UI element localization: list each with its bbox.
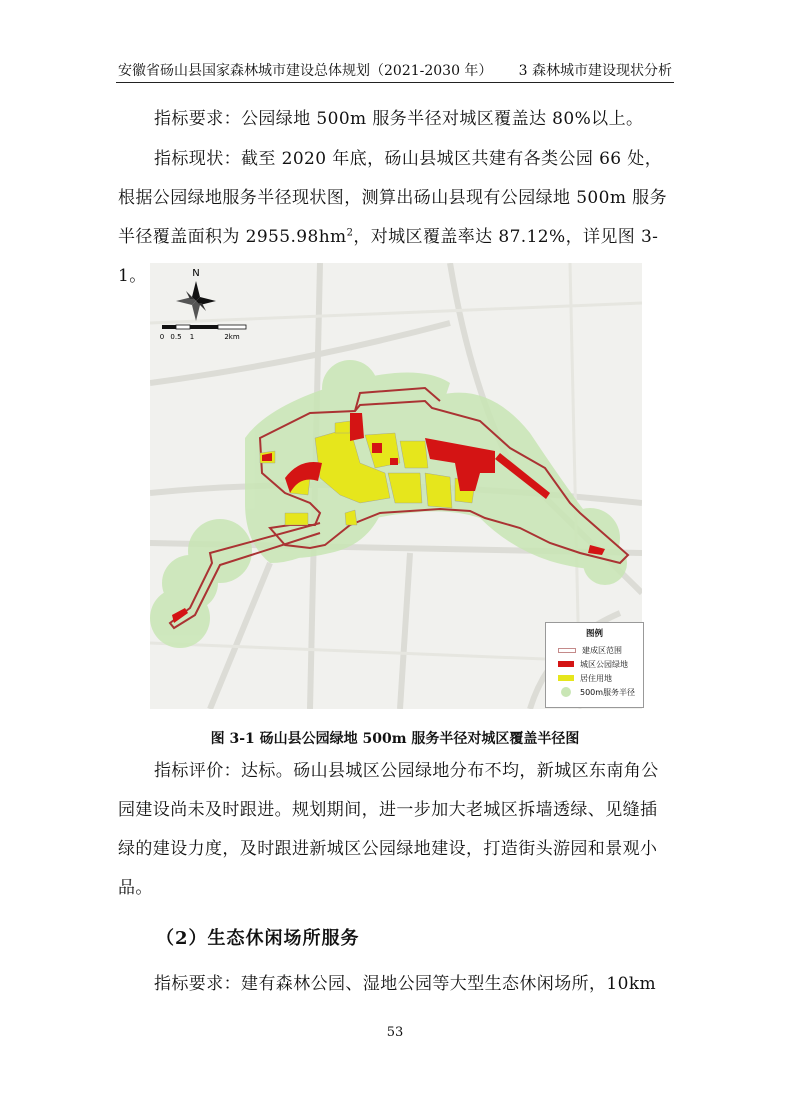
legend-label: 建成区范围 (582, 645, 622, 655)
legend-swatch (558, 675, 574, 681)
page-number: 53 (386, 1025, 404, 1040)
scale-label: 0.5 (170, 333, 182, 341)
header-title: 安徽省砀山县国家森林城市建设总体规划（2021-2030 年） (118, 63, 493, 79)
paragraph-requirement-2: 指标要求：建有森林公园、湿地公园等大型生态休闲场所，10km (154, 974, 657, 994)
section-heading: （2）生态休闲场所服务 (156, 928, 360, 949)
scale-label: 0 (159, 333, 165, 341)
figure-caption: 图 3-1 砀山县公园绿地 500m 服务半径对城区覆盖半径图 (210, 731, 580, 747)
north-arrow (176, 281, 216, 321)
legend-swatch (558, 661, 574, 667)
legend-swatch (558, 648, 576, 653)
status-superscript: 2 (346, 227, 354, 239)
legend-item (558, 659, 628, 669)
legend-title: 图例 (585, 629, 603, 639)
road (210, 563, 270, 709)
legend-swatch (561, 687, 571, 697)
legend-label: 500m服务半径 (580, 687, 636, 697)
scale-label: 1 (189, 333, 195, 341)
header-section: 3 森林城市建设现状分析 (518, 63, 672, 79)
scale-bar (162, 325, 246, 329)
legend-label: 城区公园绿地 (580, 659, 628, 669)
legend-item (558, 673, 612, 683)
status-text-b: ，对城区覆盖率达 87.12%，详见图 3-1。 (118, 227, 659, 286)
scale-label: 2km (224, 333, 240, 341)
status-text-a: 指标现状：截至 2020 年底，砀山县城区共建有各类公园 66 处，根据公园绿地服务半径现状图，测算出砀山县现有公园绿地 500m 服务半径覆盖面积为 2955.98hm (118, 149, 667, 247)
legend-item (558, 687, 635, 697)
north-label: N (192, 268, 200, 279)
legend-item (558, 645, 622, 655)
paragraph-evaluation: 指标评价：达标。砀山县城区公园绿地分布不均，新城区东南角公园建设尚未及时跟进。规划期间，进一步加大老城区拆墙透绿、见缝插绿的建设力度，及时跟进新城区公园绿地建设，打造街头游园和景观小品。 (118, 761, 659, 898)
road (150, 303, 642, 323)
road (400, 553, 410, 709)
header-rule (116, 82, 674, 83)
paragraph-requirement: 指标要求：公园绿地 500m 服务半径对城区覆盖达 80%以上。 (154, 109, 644, 129)
map-legend (545, 622, 644, 708)
legend-label: 居住用地 (580, 673, 612, 683)
